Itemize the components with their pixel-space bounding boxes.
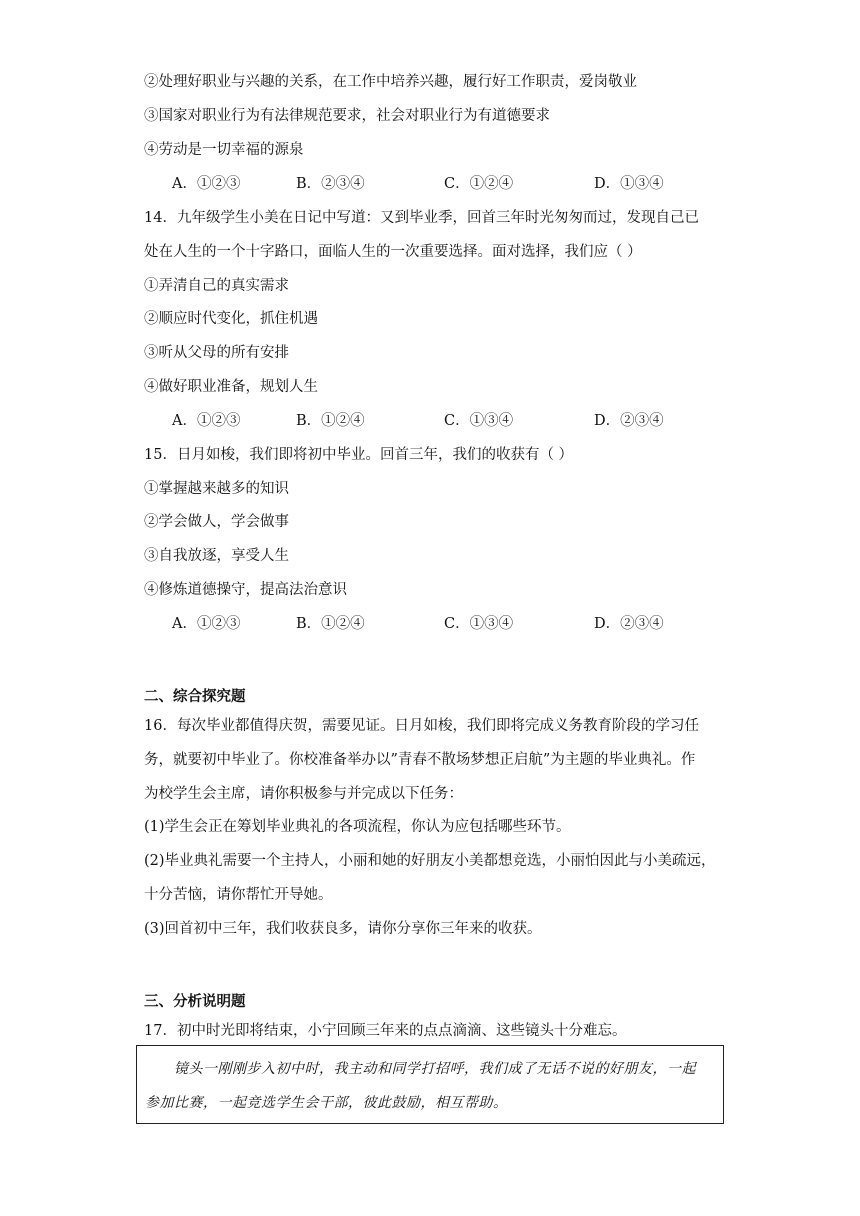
q14-option-a: A．①②③ [172,413,241,429]
q13-item-3: ③国家对职业行为有法律规范要求，社会对职业行为有道德要求 [144,108,550,124]
q17-material-box [136,1045,724,1124]
q14-option-b: B．①②④ [296,413,365,429]
q13-option-d: D．①③④ [594,176,664,192]
q16-task-2-cont: 十分苦恼，请你帮忙开导她。 [144,887,333,903]
q14-item-2: ②顺应时代变化，抓住机遇 [144,311,318,327]
q13-item-4: ④劳动是一切幸福的源泉 [144,142,304,158]
q16-line-1: 16．每次毕业都值得庆贺，需要见证。日月如梭，我们即将完成义务教育阶段的学习任 [144,718,699,734]
q13-option-a: A．①②③ [172,176,241,192]
q17-material-line-2: 参加比赛，一起竞选学生会干部，彼此鼓励，相互帮助。 [145,1095,508,1111]
q13-option-b: B．②③④ [296,176,365,192]
section-3-title: 三、分析说明题 [144,994,246,1010]
q13-item-2: ②处理好职业与兴趣的关系，在工作中培养兴趣，履行好工作职责，爱岗敬业 [144,74,637,90]
section-2-title: 二、综合探究题 [144,689,246,705]
q16-line-3: 为校学生会主席，请你积极参与并完成以下任务： [144,786,463,802]
q14-option-c: C．①③④ [444,413,514,429]
q17-material-line-1: 镜头一刚刚步入初中时，我主动和同学打招呼，我们成了无话不说的好朋友，一起 [174,1061,696,1077]
q16-task-1: (1)学生会正在筹划毕业典礼的各项流程，你认为应包括哪些环节。 [144,819,571,835]
q13-option-c: C．①②④ [444,176,514,192]
q17-stem: 17．初中时光即将结束，小宁回顾三年来的点点滴滴、这些镜头十分难忘。 [144,1023,627,1039]
q15-option-c: C．①③④ [444,616,514,632]
q15-item-3: ③自我放逐，享受人生 [144,548,289,564]
q15-stem: 15．日月如梭，我们即将初中毕业。回首三年，我们的收获有（ ） [144,447,574,463]
q16-task-3: (3)回首初中三年，我们收获良多，请你分享你三年来的收获。 [144,921,542,937]
q14-item-4: ④做好职业准备，规划人生 [144,379,318,395]
q15-option-a: A．①②③ [172,616,241,632]
q14-item-3: ③听从父母的所有安排 [144,345,289,361]
q14-item-1: ①弄清自己的真实需求 [144,278,289,294]
q16-task-2: (2)毕业典礼需要一个主持人，小丽和她的好朋友小美都想竞选，小丽怕因此与小美疏远， [144,853,716,869]
q14-stem-line-1: 14．九年级学生小美在日记中写道：又到毕业季，回首三年时光匆匆而过，发现自己已 [144,210,699,226]
q14-stem-line-2: 处在人生的一个十字路口，面临人生的一次重要选择。面对选择，我们应（ ） [144,244,642,260]
q15-option-d: D．②③④ [594,616,664,632]
q15-item-1: ①掌握越来越多的知识 [144,481,289,497]
q16-line-2: 务，就要初中毕业了。你校准备举办以”青春不散场梦想正启航”为主题的毕业典礼。作 [144,752,696,768]
q15-item-4: ④修炼道德操守，提高法治意识 [144,582,347,598]
q14-option-d: D．②③④ [594,413,664,429]
q15-item-2: ②学会做人，学会做事 [144,514,289,530]
q15-option-b: B．①②④ [296,616,365,632]
